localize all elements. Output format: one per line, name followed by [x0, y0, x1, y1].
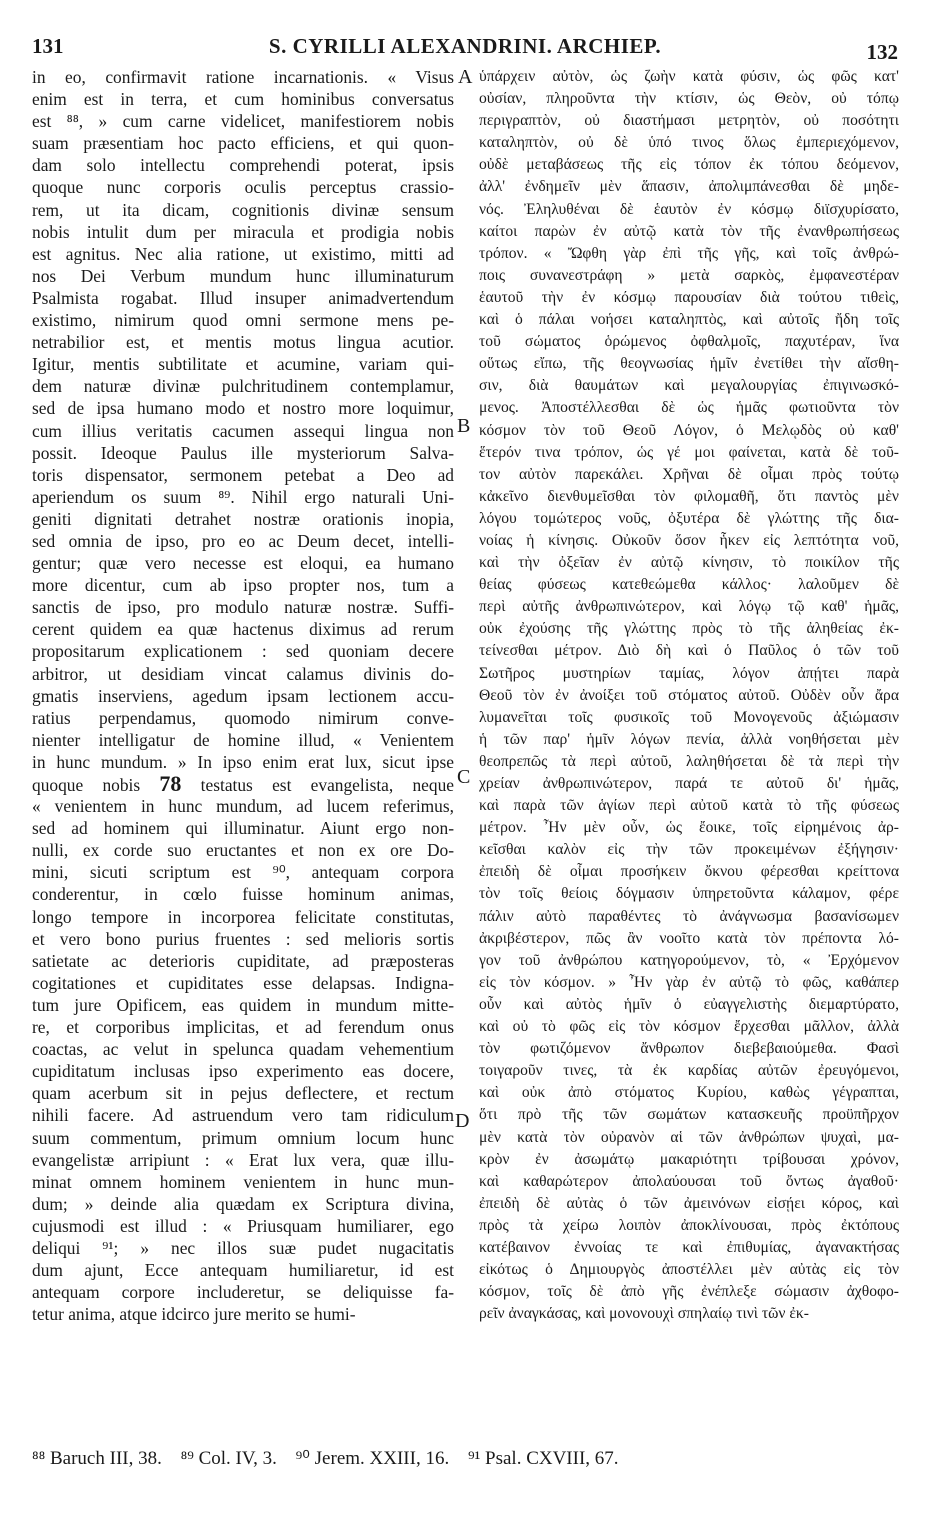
latin-text-line: longo tempore in incorporea felicitate constitutas,: [32, 906, 454, 927]
latin-text-line: sed ad hominem qui illuminatur. Aiunt ergo non-: [32, 818, 454, 839]
latin-text-line: propositarum explicationem : sed quoniam decere: [32, 641, 454, 662]
greek-text-line: κρὸν ἐν ἀσωμάτῳ μακαριότητι τρίβουσαι χρόνον,: [479, 1150, 899, 1168]
greek-text-line: ρεῖν ἀναγκάσας, καὶ μονονουχὶ σπηλαίῳ τινὶ τῶν ἐκ-: [479, 1305, 809, 1323]
footnote: ⁹¹ Psal. CXVIII, 67.: [467, 1448, 619, 1469]
page-number-left: 131: [32, 34, 64, 58]
latin-text-line: quoque nunc corporis oculis perceptus crassio-: [32, 177, 454, 198]
latin-text-line: sed de ipsa humano modo et nostro more loquimur,: [32, 398, 454, 419]
latin-text-line: arbitror, ut desidiam vincat calamus divinis do-: [32, 663, 454, 684]
column-marker: 78: [159, 773, 182, 796]
greek-text-line: μέτρον. Ἦν μὲν οὖν, ὡς ἔοικε, τοῖς εἰρημένοις ἀρ-: [479, 819, 899, 837]
latin-text-line: Psalmista rogabat. Illud insuper animadvertendum: [32, 287, 454, 308]
latin-text-line: toris dispensator, sermonem petebat a Deo ad: [32, 464, 454, 485]
latin-text-line: cujusmodi est illud : « Priusquam humiliarer, ego: [32, 1215, 454, 1236]
latin-text-line: cum illius veritatis cacumen assequi lingua non: [32, 420, 454, 441]
latin-text-line: est ⁸⁸, » cum carne videlicet, manifestiorem nobis: [32, 111, 454, 132]
greek-text-line: περιγραπτὸν, οὐ διαστήμασι μετρητὸν, οὐ ποσότητι: [479, 112, 899, 130]
latin-text-line: nienter intelligatur de homine illud, « Venientem: [32, 729, 454, 750]
greek-text-line: κἀκεῖνο διενθυμεῖσθαι τὸν φιλομαθῆ, ὅτι παντὸς μὲν: [479, 487, 899, 505]
greek-text-line: καὶ οὐκ ἀπὸ στόματος Κυρίου, καθὼς γέγραπται,: [479, 1084, 899, 1102]
greek-text-line: κόσμον τὸν τοῦ Θεοῦ Λόγον, ὁ Μελῳδὸς οὐ καθ': [479, 421, 899, 439]
greek-text-line: ἀλλ' ἐνδημεῖν μὲν ἅπασιν, ἀπολιμπάνεσθαι δὲ μηδε-: [479, 178, 899, 196]
latin-text-line: evangelistæ arripiunt : « Erat lux vera, quæ illu-: [32, 1149, 454, 1170]
latin-text-line: netrabilior est, et mentis motus lingua acutior.: [32, 332, 454, 353]
greek-text-line: Σωτῆρος μυστηρίων ταμίας, λόγον ἀπῄτει παρὰ: [479, 664, 899, 682]
latin-text-line: quoque nobis 78 testatus est evangelista, neque: [32, 773, 454, 796]
greek-text-line: νοίας ἡ κίνησις. Οὐκοῦν ὅσον ἧκεν εἰς λεπτότητα νοῦ,: [479, 531, 899, 549]
latin-text-line: nos Dei Verbum mundum hunc illuminaturum: [32, 265, 454, 286]
latin-text-line: minat omnem hominem venientem in hunc mun-: [32, 1171, 454, 1192]
latin-text-line: ratius perpendamus, quomodo nimirum conve-: [32, 707, 454, 728]
greek-text-line: χρείαν ἀνθρωπινώτερον, παρά τε αὐτοῦ δι' ἡμᾶς,: [479, 775, 899, 792]
greek-text-line: κεῖσθαι καλὸν εἰς τὴν τῶν προκειμένων ἐξήγησιν·: [479, 841, 899, 859]
greek-text-line: λόγου τομώτερος νοῦς, ὀξυτέρα δὲ γλώττης τῆς δια-: [479, 509, 899, 527]
page-number-right: 132: [866, 40, 898, 64]
latin-text-line: nulli, ex corde suo eructantes et non ex ore Do-: [32, 840, 454, 861]
greek-text-line: ἐπειδὴ δὲ αὐτὰς ὁ τῶν ἀμεινόνων εἰσῄει κόρος, καὶ: [479, 1194, 899, 1212]
latin-text-line: mini, sicuti scriptum est ⁹⁰, antequam corpora: [32, 862, 454, 883]
greek-text-line: τον αὐτὸν παρεκάλει. Χρῆναι δὲ οἶμαι πρὸς τούτῳ: [479, 465, 899, 483]
greek-text-line: τρόπον. « Ὤφθη γὰρ ἐπὶ τῆς γῆς, καὶ τοῖς ἀνθρώ-: [479, 244, 899, 262]
footnote: ⁹⁰ Jerem. XXIII, 16.: [295, 1448, 450, 1469]
latin-text-line: aperiendum os suum ⁸⁹. Nihil ergo naturali Uni-: [32, 486, 454, 507]
greek-text-line: οὐδὲ μεταβάσεως τῆς εἰς τόπον ἐκ τόπου δεόμενον,: [479, 156, 899, 174]
latin-text-line: existimo, nimirum quod omni sermone mens pe-: [32, 310, 454, 331]
latin-text-line: possit. Ideoque Paulus ille mysteriorum Salva-: [32, 442, 454, 463]
latin-text-line: sanctis de ipso, pro modulo naturæ nostræ. Suffi-: [32, 597, 454, 618]
greek-text-line: Θεοῦ τὸν ἐν ἀνοίξει τοῦ στόματος αὐτοῦ. Οὐδὲν οὖν ἄρα: [479, 686, 899, 704]
greek-text-line: καὶ ὁ πάλαι νοήσει καταληπτὸς, καὶ αὐτοῖς ἤδη τοῖς: [479, 311, 899, 329]
greek-text-line: πρὸς τὰ χείρω λοιπὸν ἀποκλίνουσαι, πρὸς ἐκτόπους: [479, 1216, 899, 1234]
latin-text-line: antequam corpore includeretur, se deliquisse fa-: [32, 1282, 454, 1303]
latin-text-line: suam præsentiam hoc pacto efficiens, et qui quon-: [32, 133, 454, 154]
latin-text-line: re, et corporibus implicitas, et ad ferendum onus: [32, 1017, 454, 1038]
greek-text-line: τοῦ σώματος ὁρώμενος ὀφθαλμοῖς, παχυτέραν, ἵνα: [479, 333, 899, 351]
latin-text-line: dum ajunt, Ecce antequam humiliaretur, id est: [32, 1260, 454, 1281]
greek-text-line: σιν, διὰ θαυμάτων καὶ μεγαλουργίας ἐπιγινωσκό-: [479, 377, 899, 395]
latin-text-line: deliqui ⁹¹; » nec illos suæ pudet nugacitatis: [32, 1237, 454, 1258]
greek-text-line: ἀκριβέστερον, πῶς ἂν νοοῖτο κατὰ τὸν πρέποντα λό-: [479, 929, 899, 947]
greek-text-line: ἕτερόν τινα τρόπον, ὡς γέ μοι φαίνεται, κατὰ δὲ τοῦ-: [479, 443, 899, 461]
greek-text-line: τείνεσθαι μέτρον. Διὸ δὴ καὶ ὁ Παῦλος ὁ τῶν τοῦ: [479, 642, 899, 660]
greek-text-line: ἐπειδὴ δὲ οἶμαι προσήκειν ὄκνου φέρεσθαι κρείττονα: [479, 863, 899, 881]
greek-text-line: μὲν κατὰ τὸν οὐρανὸν αἱ τῶν ἀνθρώπων ψυχαὶ, μα-: [479, 1128, 899, 1146]
greek-text-line: ποις συνανεστράφη » μετὰ σαρκὸς, ἐμφανεστέραν: [479, 266, 899, 284]
greek-text-line: καὶ καθαρώτερον ἀπολαύουσαι τοῦ ὄντως ἀγαθοῦ·: [479, 1172, 899, 1190]
running-title: S. CYRILLI ALEXANDRINI. ARCHIEP.: [268, 34, 662, 58]
latin-text-line: Igitur, mentis subtilitate et acumine, variam qui-: [32, 354, 454, 375]
running-header: [32, 32, 898, 62]
greek-text-line: κόσμον, τοῖς δὲ ἀπὸ γῆς ἐνέπλεξε σώμασιν ἀχθοφο-: [479, 1283, 899, 1301]
latin-text-line: satietate ac deterioris cupiditate, ad præposteras: [32, 950, 454, 971]
latin-text-line: geniti dignitati detrahet nostræ orationis inopia,: [32, 508, 454, 529]
latin-text-line: gmatis inserviens, agedum ipsam lectionem accu-: [32, 685, 454, 706]
greek-text-line: ἡ τῶν παρ' ἡμῖν λόγων πενία, ἀλλὰ νοηθήσεται μὲν: [479, 730, 899, 748]
latin-text-line: cupiditatum inclusas ipso experimento eas docere,: [32, 1061, 454, 1082]
latin-text-line: dem naturæ divinæ pulchritudinem contemplamur,: [32, 376, 454, 397]
latin-text-line: tum jure Opificem, eas quidem in mundum mitte-: [32, 994, 454, 1015]
greek-text-line: τοιγαροῦν τινες, τὰ ἐκ καρδίας αὐτῶν ἐρευγόμενοι,: [479, 1062, 899, 1080]
greek-text-line: νός. Ἐληλυθέναι δὲ ἑαυτὸν ἐν κόσμῳ διϊσχυρίσατο,: [479, 200, 899, 218]
latin-text-line: cogitationes et cupiditates esse delapsas. Indigna-: [32, 972, 454, 993]
footnotes: [32, 1447, 898, 1470]
latin-text-line: coactas, ac velut in spelunca quadam vehementium: [32, 1039, 454, 1060]
greek-text-line: μενος. Ἀποστέλλεσθαι δὲ ὡς ἡμᾶς φωτιοῦντα τὸν: [479, 399, 899, 417]
footnote: ⁸⁸ Baruch III, 38.: [32, 1448, 162, 1469]
greek-text-line: εἰκότως ὁ Δημιουργὸς ἀποστέλλει μὲν αὐτὰς εἰς τὸν: [479, 1261, 899, 1279]
margin-letter-a: A: [458, 66, 473, 88]
latin-text-line: in eo, confirmavit ratione incarnationis. « Visus: [32, 67, 454, 87]
greek-text-line: καίτοι παρὼν ἐν αὐτῷ κατὰ τὸν τῆς ἐνανθρωπήσεως: [479, 222, 899, 240]
latin-text-line: suum commentum, primum omnium locum hunc: [32, 1127, 454, 1148]
greek-text-line: κατέβαινον ἐννοίας τε καὶ ἐπιθυμίας, ἀγανακτήσας: [479, 1238, 899, 1256]
greek-text-line: ὑπάρχειν αὐτὸν, ὡς ζωὴν κατὰ φύσιν, ὡς φῶς κατ': [479, 68, 899, 85]
greek-text-line: περὶ αὐτῆς ἀνθρωπινώτερον, καὶ λόγῳ τῷ καθ' ἡμᾶς,: [479, 598, 899, 616]
latin-text-line: sed omnia de ipso, pro eo ac Deum decet, intelli-: [32, 530, 454, 551]
greek-text-line: λυμανεῖται τοῖς φυσικοῖς τοῦ Μονογενοῦς ἀξιώμασιν: [479, 708, 899, 726]
greek-text-line: ὅτι πρὸ τῆς τῶν σωμάτων κατασκευῆς προϋπῆρχον: [479, 1106, 899, 1124]
latin-text-line: et vero bono purius fruentes : sed melioris sortis: [32, 928, 454, 949]
margin-letter-b: B: [457, 415, 471, 437]
greek-text-line: οὖν καὶ αὐτὸς ἡμῖν ὁ εὐαγγελιστὴς διεμαρτύρατο,: [479, 995, 899, 1013]
latin-text-line: dum; » deinde alia quædam ex Scriptura divina,: [32, 1193, 454, 1214]
greek-text-line: ἑαυτοῦ τὴν ἐν κόσμῳ παρουσίαν διὰ τούτου τιθεὶς,: [479, 288, 899, 306]
greek-text-line: οὐσίαν, πληροῦντα τὴν κτίσιν, ὡς Θεὸν, οὐ τόπῳ: [479, 90, 899, 108]
footnote: ⁸⁹ Col. IV, 3.: [180, 1448, 277, 1469]
greek-text-line: πάλιν αὐτὸ παραθέντες τὸ ἀνάγνωσμα βασανίσωμεν: [479, 907, 899, 925]
greek-text-line: καὶ οὐ τὸ φῶς εἰς τὸν κόσμον ἔρχεσθαι μᾶλλον, ἀλλὰ: [479, 1018, 899, 1036]
greek-text-line: καὶ παρὰ τῶν ἁγίων περὶ αὐτοῦ κατὰ τὸ τῆς φύσεως: [479, 797, 899, 815]
margin-letter-c: C: [457, 766, 471, 788]
margin-letter-d: D: [455, 1110, 470, 1132]
latin-text-line: quam acerbum sit in pejus deflectere, et rectum: [32, 1083, 454, 1104]
latin-text-line: nihili facere. Ad astruendum vero tam ridiculum: [32, 1105, 454, 1126]
greek-text-line: θείας φύσεως κατεθεώμεθα κάλλος· λαλοῦμεν δὲ: [479, 576, 899, 594]
greek-text-line: γον τοῦ ἀνθρώπου κατηγορούμενον, τὸ, « Ἐρχόμενον: [479, 951, 899, 969]
greek-text-line: καὶ τὴν ὀξεῖαν ἐν αὐτῷ κίνησιν, τὸ ποικίλον τῆς: [479, 554, 899, 572]
greek-text-line: οὐκ ἐχούσης τῆς γλώττης πρὸς τὸ τῆς ἀληθείας ἐκ-: [479, 620, 899, 638]
latin-text-line: tetur anima, atque idcirco jure merito se humi-: [32, 1304, 356, 1325]
greek-text-line: καταληπτὸν, οὐ δὲ ὑπό τινος ὅλως ἐμπεριεχόμενον,: [479, 134, 899, 152]
latin-text-line: cerent quidem ea quæ hactenus diximus ad rerum: [32, 619, 454, 640]
latin-text-line: est agnitus. Nec alia ratione, ut existimo, mitti ad: [32, 243, 454, 264]
greek-text-line: εἰς τὸν κόσμον. » Ἦν γὰρ ἐν αὐτῷ τὸ φῶς, καθάπερ: [479, 973, 899, 991]
latin-text-line: in hunc mundum. » In ipso enim erat lux, sicut ipse: [32, 751, 454, 772]
latin-text-line: « venientem in hunc mundum, ad lucem referimus,: [32, 796, 454, 817]
greek-column: [479, 66, 899, 1428]
greek-text-line: τὸν φωτιζόμενον ἄνθρωπον διεβεβαιούμεθα. Φασὶ: [479, 1040, 899, 1058]
latin-column: [32, 66, 454, 1428]
greek-text-line: θεοπρεπῶς τὰ περὶ αὐτοῦ, λαληθήσεται δὲ τὰ περὶ τὴν: [479, 752, 899, 770]
latin-text-line: enim est in terra, et cum hominibus conversatus: [32, 89, 454, 110]
latin-text-line: nobis intulit dum per miracula et prodigia nobis: [32, 221, 454, 242]
latin-text-line: conderentur, in cœlo fuisse hominum animas,: [32, 884, 454, 905]
latin-text-line: dam solo intellectu comprehendi poterat, ipsis: [32, 155, 454, 176]
latin-text-line: more dicentur, cum ab ipso propter nos, tum a: [32, 575, 454, 596]
latin-text-line: gentur; quæ vero necesse est eloqui, ea humano: [32, 553, 454, 574]
latin-text-line: rem, ut ita dicam, cognitionis divinæ sensum: [32, 199, 454, 220]
greek-text-line: τὸν τοῖς θείοις δόγμασιν ὑπηρετοῦντα κάλαμον, φέρε: [479, 885, 899, 903]
greek-text-line: οὕτως εἴπω, τῆς θεογνωσίας ἡμῖν ἐνετίθει τὴν αἴσθη-: [479, 355, 899, 373]
